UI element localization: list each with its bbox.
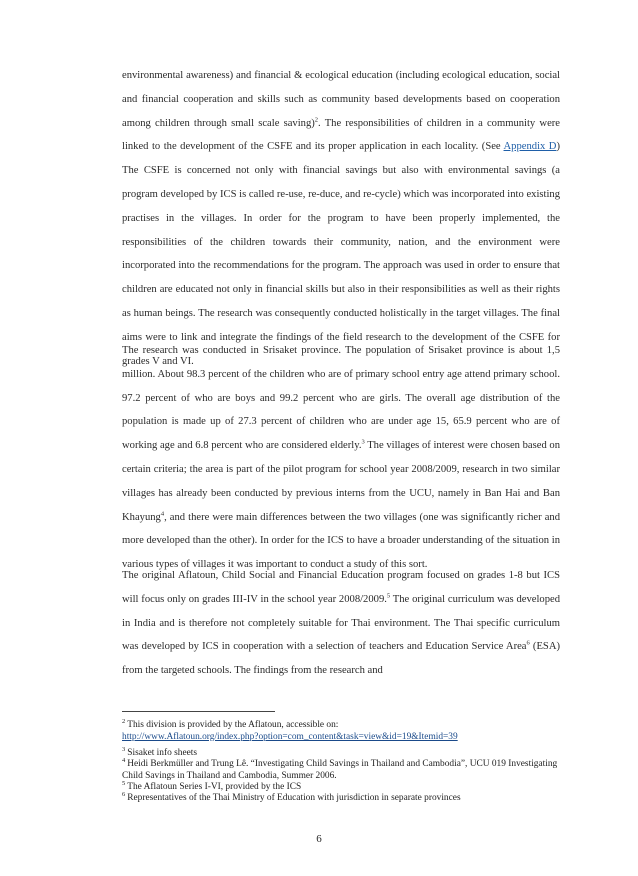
paragraph-text: environmental awareness) and financial & ecological education (including ecological education, social and financial cooperation and skills such as community based developments based on cooperation among children through small scale saving) — [122, 70, 560, 129]
footnote-2 — [122, 717, 572, 743]
footnote-number: 3 — [122, 745, 126, 753]
footnote-ref-5[interactable]: 5 — [386, 592, 391, 600]
footnote-text: Heidi Berkmüller and Trung Lê. “Investigating Child Savings in Thailand and Cambodia”, UCU 019 Investigating Child Savings in Thailand and Cambodia, Summer 2006. — [122, 759, 558, 781]
footnote-3 — [122, 745, 572, 760]
footnote-6 — [122, 790, 572, 805]
paragraph-text: . The responsibilities of children in a community were linked to the development of the CSFE and its proper application in each locality. (See — [122, 117, 560, 153]
paragraph-text: The original Aflatoun, Child Social and Financial Education program focused on grades 1-8 but ICS will focus only on grades III-IV in the school year 2008/2009. — [122, 570, 560, 605]
footnote-separator — [122, 711, 275, 712]
paragraph-text: (ESA) from the targeted schools. The findings from the research and — [122, 641, 560, 677]
footnote-ref-2[interactable]: 2 — [314, 116, 319, 124]
paragraph-research-srisaket — [122, 339, 560, 577]
footnote-number: 4 — [122, 756, 126, 764]
paragraph-text: The villages of interest were chosen based on certain criteria; the area is part of the pilot program for school year 2008/2009, research in two similar villages has already been conducted by previous interns from the UCU, namely in Ban Hai and Ban Khayung — [122, 440, 561, 523]
footnote-ref-3[interactable]: 3 — [361, 438, 365, 446]
appendix-d-link[interactable]: Appendix D — [503, 141, 557, 153]
footnote-text: Sisaket info sheets — [127, 748, 198, 758]
paragraph-original-aflatoun — [122, 564, 560, 683]
footnote-text: The Aflatoun Series I-VI, provided by the ICS — [127, 782, 302, 792]
paragraph-text: The original curriculum was developed in India and is therefore not completely suitable for Thai environment. The Thai specific curriculum was developed by ICS in cooperation with a selection of teachers and Education Service Area — [122, 593, 560, 653]
footnote-text: Representatives of the Thai Ministry of Education with jurisdiction in separate provinces — [127, 793, 461, 803]
footnote-text: This division is provided by the Aflatoun, accessible on: — [127, 720, 339, 730]
page-number: 6 — [316, 833, 322, 845]
footnote-ref-6[interactable]: 6 — [526, 639, 530, 647]
footnote-number: 5 — [122, 779, 126, 787]
footnote-4 — [122, 756, 572, 782]
paragraph-text: ) The CSFE is concerned not only with financial savings but also with environmental savings (a program developed by ICS is called re-use, re-duce, and re-cycle) which was incorporated into existing practises in the villages. In order for the program to have been properly implemented, the responsibilities of the children towards their community, nation, and the environment were incorporated into the recommendations for the program. The approach was used in order to ensure that children are educated not only in financial skills but also in their responsibilities as well as their rights as human beings. The research was consequently conducted holistically in the target villages. The final aims were to link and integrate the findings of the field research to the development of the CSFE for grades V and VI. — [122, 141, 560, 367]
footnote-number: 2 — [122, 717, 126, 725]
footnote-5 — [122, 779, 572, 794]
aflatoun-url-link[interactable]: http://www.Aflatoun.org/index.php?option=com_content&task=view&id=19&Itemid=39 — [122, 731, 458, 742]
paragraph-text: The research was conducted in Srisaket province. The population of Srisaket province is about 1,5 million. About 98.3 percent of the children who are of primary school entry age attend primary school. 97.2 percent of who are boys and 99.2 percent who are girls. The overall age distribution of the population is made up of 27.3 percent of children who are under age 15, 65.9 percent who are of working age and 6.8 percent who are considered elderly. — [122, 345, 560, 452]
footnote-ref-4[interactable]: 4 — [160, 510, 165, 518]
footnote-number: 6 — [122, 790, 126, 798]
paragraph-aflatoun-education — [122, 64, 560, 373]
paragraph-text: , and there were main differences between the two villages (one was significantly richer and more developed than the other). In order for the ICS to have a broader understanding of the situation in various types of villages it was important to conduct a study of this sort. — [122, 511, 560, 571]
